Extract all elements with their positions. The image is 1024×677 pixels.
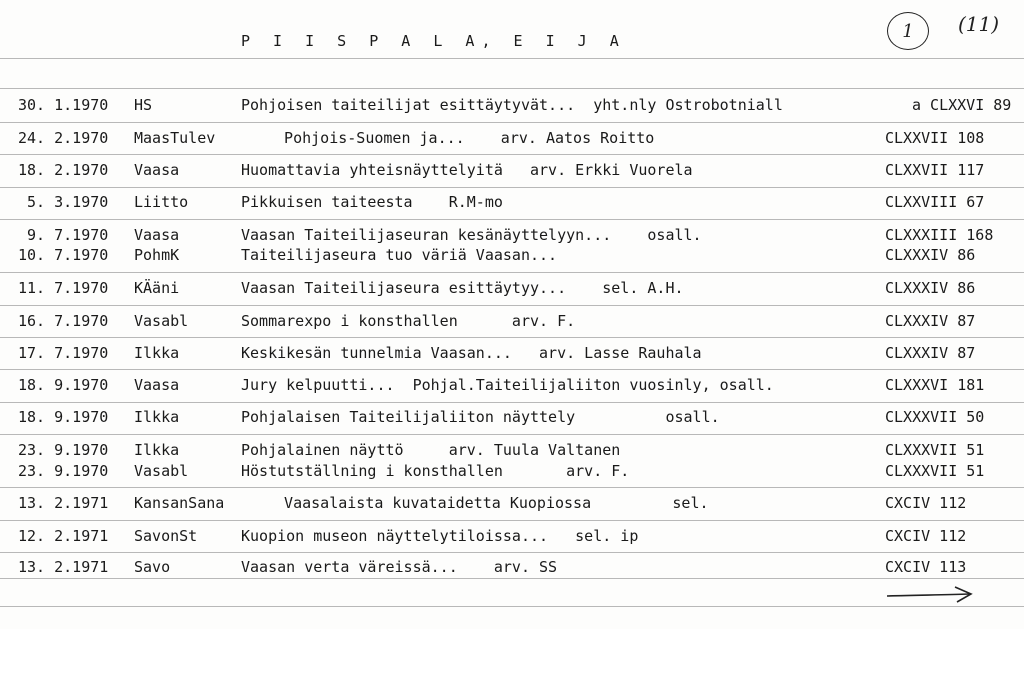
entry-ref: CLXXXIV 86 (885, 246, 976, 264)
rule (0, 272, 1024, 273)
card-number: 1 (902, 20, 914, 42)
rule (0, 58, 1024, 59)
entry-source: Ilkka (134, 408, 180, 426)
entry-text: Keskikesän tunnelmia Vaasan... arv. Lasse Rauhala (241, 344, 702, 362)
entry-row (0, 311, 1024, 331)
rule (0, 552, 1024, 553)
card-number-circle (887, 12, 929, 50)
entry-ref: CLXXXIII 168 (885, 226, 994, 244)
entry-ref: CLXXXVII 51 (885, 441, 985, 459)
continue-arrow-icon (885, 584, 975, 606)
entry-row (0, 192, 1024, 212)
entry-text: Kuopion museon näyttelytiloissa... sel. ip (241, 527, 639, 545)
entry-source: Ilkka (134, 441, 180, 459)
rule (0, 122, 1024, 123)
rule (0, 337, 1024, 338)
rule (0, 606, 1024, 607)
entry-row (0, 407, 1024, 427)
entry-date: 11. 7.1970 (18, 279, 109, 297)
entry-date: 23. 9.1970 (18, 462, 109, 480)
entry-text: Pohjoisen taiteilijat esittäytyvät... yht.nly Ostrobotniall (241, 96, 783, 114)
entry-date: 18. 2.1970 (18, 161, 109, 179)
entry-date: 16. 7.1970 (18, 312, 109, 330)
entry-text: Sommarexpo i konsthallen arv. F. (241, 312, 576, 330)
entry-ref: CLXXXVII 50 (885, 408, 985, 426)
rule (0, 219, 1024, 220)
entry-source: HS (134, 96, 153, 114)
rule (0, 88, 1024, 89)
entry-row (0, 461, 1024, 481)
card-title: P I I S P A L A, E I J A (241, 32, 626, 50)
entry-source: KÄäni (134, 279, 180, 297)
entry-ref: CXCIV 112 (885, 494, 967, 512)
entry-row (0, 128, 1024, 148)
entry-ref: CXCIV 112 (885, 527, 967, 545)
entry-ref: CLXXXVI 181 (885, 376, 985, 394)
entry-date: 5. 3.1970 (18, 193, 109, 211)
entry-date: 9. 7.1970 (18, 226, 109, 244)
entry-text: Vaasan Taiteilijaseura esittäytyy... sel. A.H. (241, 279, 684, 297)
rule (0, 520, 1024, 521)
entry-text: Pohjalaisen Taiteilijaliiton näyttely osall. (241, 408, 720, 426)
entry-source: Ilkka (134, 344, 180, 362)
entry-date: 23. 9.1970 (18, 441, 109, 459)
entry-text: Pohjois-Suomen ja... arv. Aatos Roitto (266, 129, 655, 147)
entry-ref: CXCIV 113 (885, 558, 967, 576)
entry-ref: CLXXXIV 87 (885, 312, 976, 330)
entry-source: Vasabl (134, 312, 189, 330)
entry-date: 10. 7.1970 (18, 246, 109, 264)
rule (0, 154, 1024, 155)
entry-ref: CLXXXVII 51 (885, 462, 985, 480)
rule (0, 187, 1024, 188)
entry-ref: CLXXVII 108 (885, 129, 985, 147)
entry-date: 17. 7.1970 (18, 344, 109, 362)
entry-date: 18. 9.1970 (18, 408, 109, 426)
entry-row (0, 278, 1024, 298)
entry-text: Pohjalainen näyttö arv. Tuula Valtanen (241, 441, 621, 459)
entry-source: KansanSana (134, 494, 225, 512)
entry-row (0, 440, 1024, 460)
entry-source: PohmK (134, 246, 180, 264)
entry-row (0, 160, 1024, 180)
entry-text: Vaasan verta väreissä... arv. SS (241, 558, 558, 576)
entry-source: Vasabl (134, 462, 189, 480)
entry-text: Pikkuisen taiteesta R.M-mo (241, 193, 503, 211)
entry-date: 13. 2.1971 (18, 494, 109, 512)
entry-row (0, 557, 1024, 577)
rule (0, 305, 1024, 306)
rule (0, 578, 1024, 579)
entry-text: Vaasalaista kuvataidetta Kuopiossa sel. (266, 494, 709, 512)
entry-ref: CLXXXIV 87 (885, 344, 976, 362)
entry-date: 18. 9.1970 (18, 376, 109, 394)
entry-row (0, 526, 1024, 546)
card-total: (11) (958, 12, 1000, 36)
entry-row (0, 225, 1024, 245)
entry-date: 24. 2.1970 (18, 129, 109, 147)
rule (0, 434, 1024, 435)
entry-text: Höstutställning i konsthallen arv. F. (241, 462, 630, 480)
entry-text: Taiteilijaseura tuo väriä Vaasan... (241, 246, 558, 264)
entry-row (0, 343, 1024, 363)
entry-source: SavonSt (134, 527, 198, 545)
entry-row (0, 493, 1024, 513)
entry-ref: CLXXVIII 67 (885, 193, 985, 211)
entry-text: Vaasan Taiteilijaseuran kesänäyttelyyn... osall. (241, 226, 702, 244)
entry-source: Vaasa (134, 226, 180, 244)
entry-date: 12. 2.1971 (18, 527, 109, 545)
rule (0, 402, 1024, 403)
entry-date: 30. 1.1970 (18, 96, 109, 114)
rule (0, 487, 1024, 488)
rule (0, 369, 1024, 370)
entry-row (0, 95, 1024, 115)
entry-row (0, 375, 1024, 395)
entry-source: Vaasa (134, 376, 180, 394)
entry-source: Liitto (134, 193, 189, 211)
entry-text: Jury kelpuutti... Pohjal.Taiteilijaliiton vuosinly, osall. (241, 376, 774, 394)
entry-ref: CLXXVII 117 (885, 161, 985, 179)
entry-ref: CLXXXIV 86 (885, 279, 976, 297)
entry-source: MaasTulev (134, 129, 216, 147)
entry-source: Savo (134, 558, 171, 576)
entry-date: 13. 2.1971 (18, 558, 109, 576)
entry-ref: a CLXXVI 89 (912, 96, 1012, 114)
entry-text: Huomattavia yhteisnäyttelyitä arv. Erkki Vuorela (241, 161, 693, 179)
entry-source: Vaasa (134, 161, 180, 179)
entry-row (0, 245, 1024, 265)
